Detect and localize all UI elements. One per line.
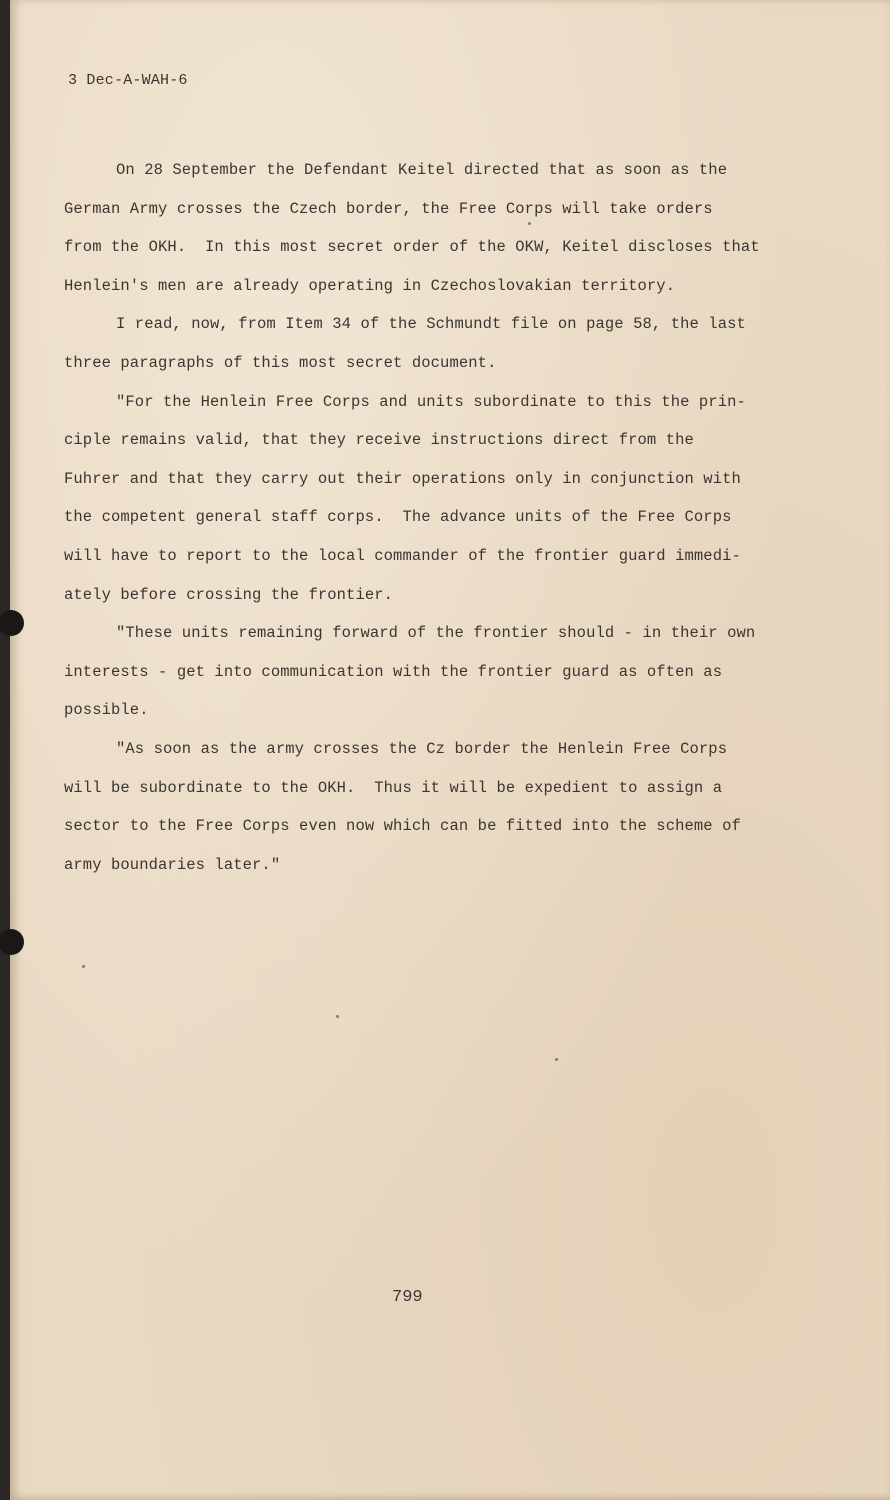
- paragraph-5-line-1: "As soon as the army crosses the Cz border the Henlein Free Corps: [116, 739, 728, 758]
- paragraph-4-line-1: "These units remaining forward of the frontier should - in their own: [116, 624, 756, 643]
- paragraph-1-line-4: Henlein's men are already operating in Czechoslovakian territory.: [64, 276, 676, 295]
- paragraph-3-line-2: ciple remains valid, that they receive instructions direct from the: [64, 431, 694, 450]
- paragraph-3-line-4: the competent general staff corps. The advance units of the Free Corps: [64, 508, 732, 527]
- paper-speck: [82, 965, 85, 968]
- document-page: [10, 0, 890, 1500]
- paragraph-2-line-2: three paragraphs of this most secret document.: [64, 353, 497, 372]
- document-reference: 3 Dec-A-WAH-6: [68, 72, 188, 89]
- paragraph-1-line-2: German Army crosses the Czech border, the Free Corps will take orders: [64, 199, 713, 218]
- paper-speck: [336, 1015, 339, 1018]
- paragraph-4-line-2: interests - get into communication with the frontier guard as often as: [64, 662, 723, 681]
- paragraph-1-line-1: On 28 September the Defendant Keitel directed that as soon as the: [116, 161, 728, 179]
- page-number: 799: [392, 1288, 423, 1307]
- binder-hole-top: [0, 610, 24, 636]
- paragraph-5-line-4: army boundaries later.": [64, 855, 281, 874]
- binder-hole-bottom: [0, 929, 24, 955]
- paragraph-3-line-6: ately before crossing the frontier.: [64, 585, 394, 604]
- paragraph-3-line-1: "For the Henlein Free Corps and units subordinate to this the prin-: [116, 392, 746, 411]
- paragraph-5-line-3: sector to the Free Corps even now which can be fitted into the scheme of: [64, 817, 741, 836]
- paragraph-4-line-3: possible.: [64, 701, 149, 720]
- paragraph-3-line-3: Fuhrer and that they carry out their operations only in conjunction with: [64, 469, 741, 488]
- paper-speck: [555, 1058, 558, 1061]
- paragraph-1-line-3: from the OKH. In this most secret order of the OKW, Keitel discloses that: [64, 238, 760, 257]
- document-body: [64, 151, 794, 884]
- paragraph-2-line-1: I read, now, from Item 34 of the Schmundt file on page 58, the last: [116, 315, 746, 334]
- paragraph-5-line-2: will be subordinate to the OKH. Thus it will be expedient to assign a: [64, 778, 723, 797]
- paragraph-3-line-5: will have to report to the local commander of the frontier guard immedi-: [64, 546, 741, 565]
- paper-speck: [528, 222, 531, 225]
